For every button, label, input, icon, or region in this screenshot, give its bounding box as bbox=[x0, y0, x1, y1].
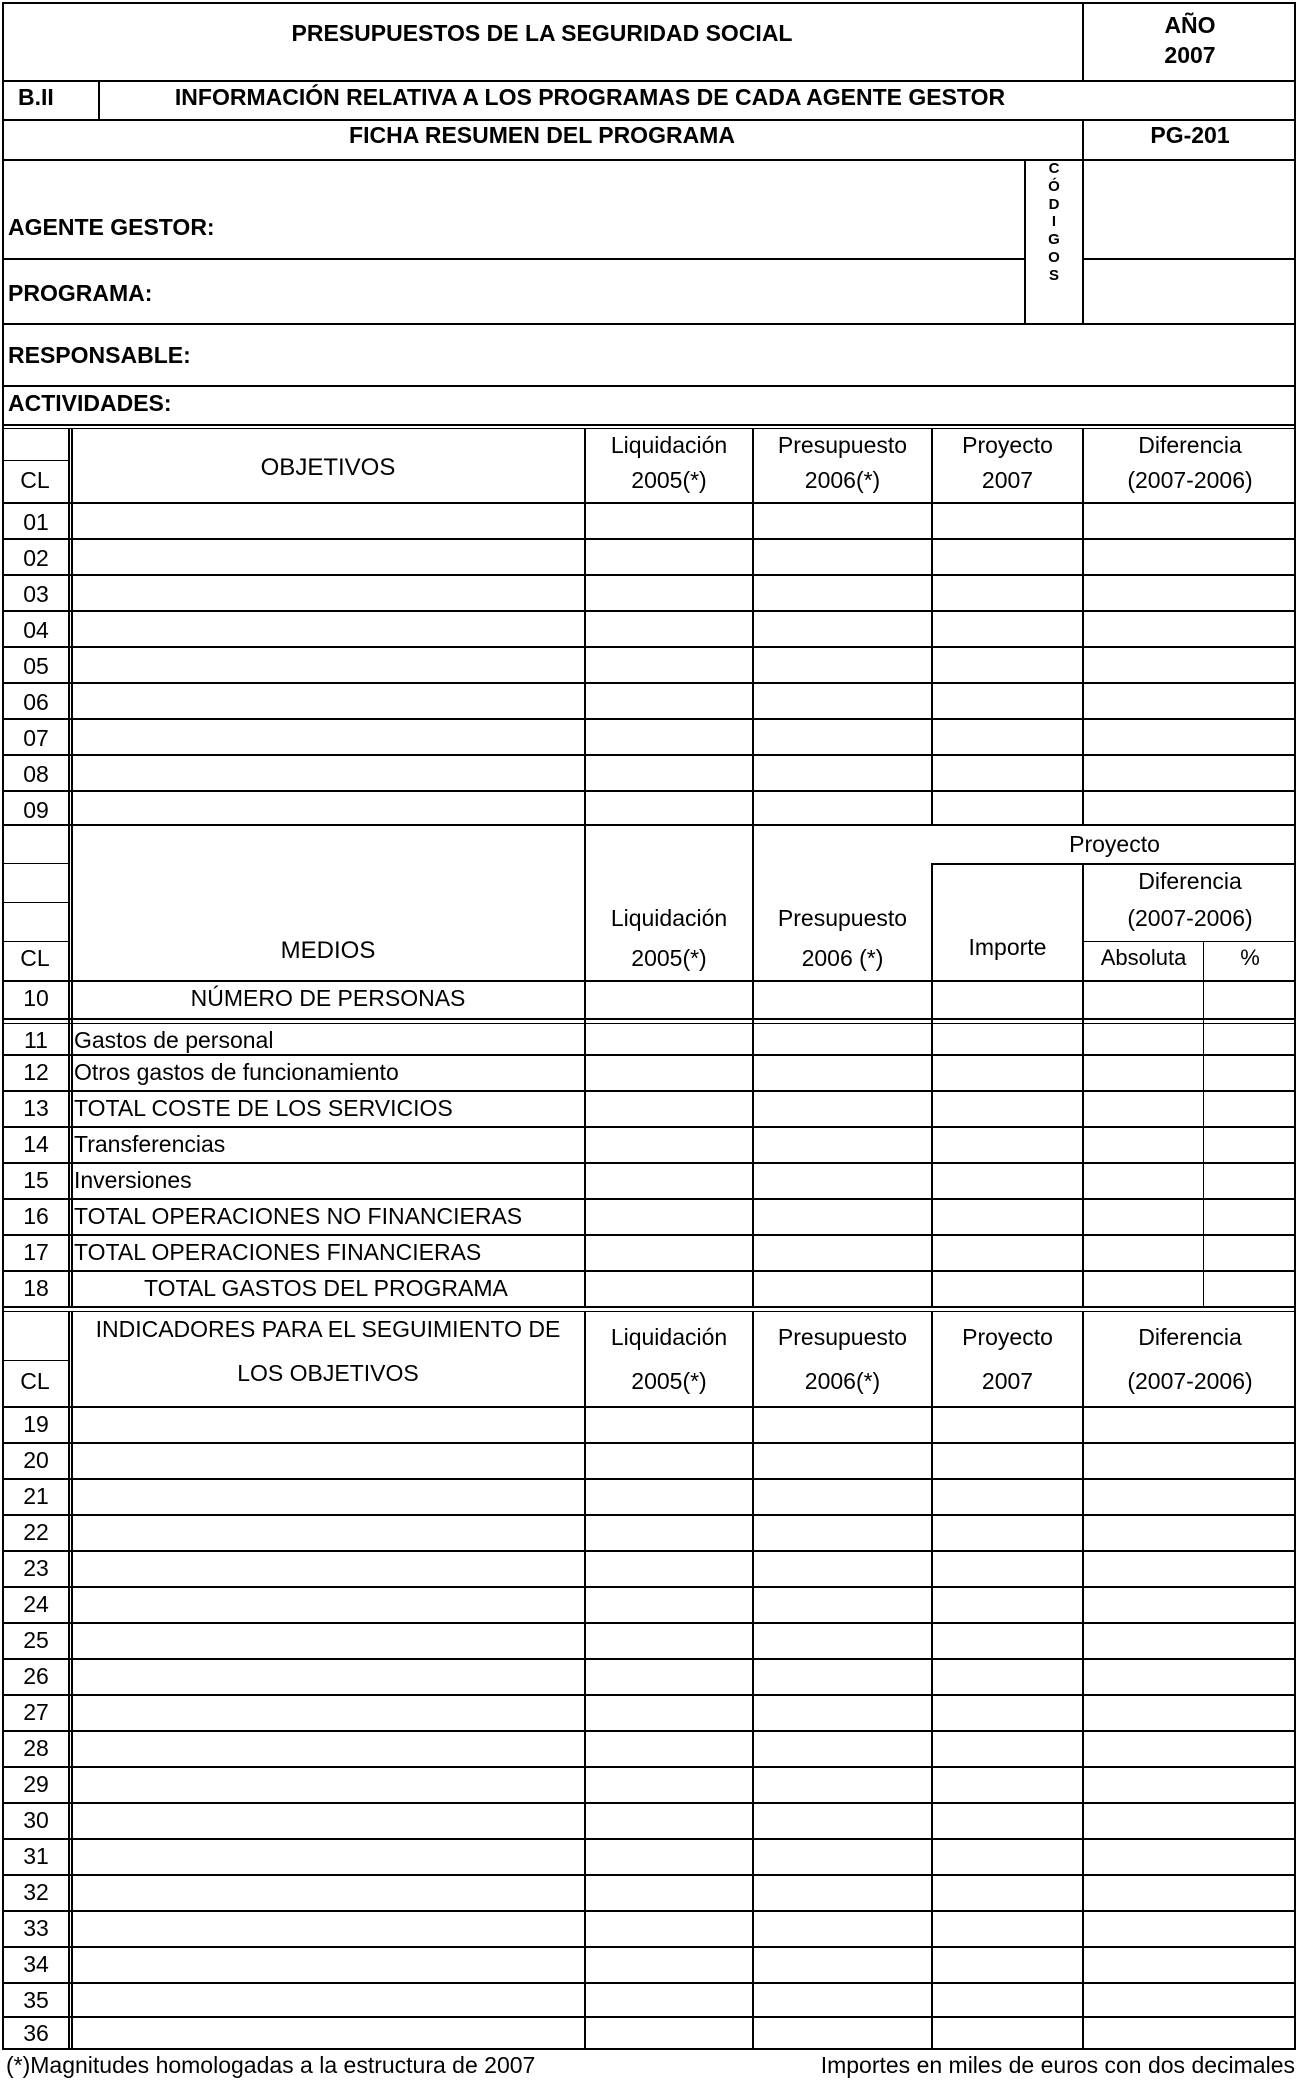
table-row: 06 bbox=[23, 689, 49, 715]
footer-note: (*)Magnitudes homologadas a la estructura de 2007 bbox=[6, 2052, 536, 2078]
form-border bbox=[2, 2, 1296, 2050]
table-row: 11 bbox=[24, 1027, 48, 1053]
year-value: 2007 bbox=[1164, 42, 1216, 68]
indicadores-proy-year: 2007 bbox=[981, 1368, 1034, 1394]
table-row: 25 bbox=[23, 1627, 49, 1653]
indicadores-pres-year: 2006(*) bbox=[804, 1368, 881, 1394]
sheet-code: PG-201 bbox=[1150, 122, 1230, 148]
table-row: 34 bbox=[23, 1951, 49, 1977]
objetivos-dif-range: (2007-2006) bbox=[1127, 467, 1253, 493]
table-row: 03 bbox=[23, 581, 49, 607]
actividades-label: ACTIVIDADES: bbox=[8, 390, 172, 416]
table-row: 22 bbox=[23, 1519, 49, 1545]
table-row: 08 bbox=[23, 761, 49, 787]
row-label: TOTAL OPERACIONES FINANCIERAS bbox=[74, 1239, 482, 1265]
table-row: 05 bbox=[23, 653, 49, 679]
objetivos-cl-header: CL bbox=[20, 467, 50, 493]
table-row: 18 bbox=[23, 1275, 49, 1301]
table-row: 04 bbox=[23, 617, 49, 643]
table-row: 07 bbox=[23, 725, 49, 751]
table-row: 12 bbox=[23, 1059, 49, 1085]
medios-pres-header: Presupuesto bbox=[777, 905, 908, 931]
medios-liq-year: 2005(*) bbox=[631, 945, 707, 971]
table-row: 01 bbox=[23, 509, 49, 535]
objetivos-dif-header: Diferencia bbox=[1138, 432, 1242, 458]
row-label: TOTAL OPERACIONES NO FINANCIERAS bbox=[74, 1203, 523, 1229]
objetivos-liq-header: Liquidación bbox=[610, 432, 728, 458]
row-label: Inversiones bbox=[74, 1167, 192, 1193]
table-row: 17 bbox=[23, 1239, 49, 1265]
indicadores-proy-header: Proyecto bbox=[962, 1324, 1053, 1350]
personas-label: NÚMERO DE PERSONAS bbox=[190, 985, 466, 1011]
objetivos-pres-year: 2006(*) bbox=[804, 467, 881, 493]
medios-pct-header: % bbox=[1240, 945, 1260, 970]
medios-cl-header: CL bbox=[20, 945, 50, 971]
indicadores-header-line1: INDICADORES PARA EL SEGUIMIENTO DE bbox=[95, 1316, 561, 1342]
programa-label: PROGRAMA: bbox=[8, 280, 153, 306]
medios-absoluta-header: Absoluta bbox=[1100, 945, 1187, 970]
table-row: 19 bbox=[23, 1411, 49, 1437]
objetivos-header: OBJETIVOS bbox=[260, 454, 396, 481]
medios-header: MEDIOS bbox=[280, 937, 376, 964]
objetivos-liq-year: 2005(*) bbox=[631, 467, 707, 493]
row-label: TOTAL COSTE DE LOS SERVICIOS bbox=[74, 1095, 453, 1121]
footer-units: Importes en miles de euros con dos decimales bbox=[820, 2052, 1295, 2078]
objetivos-proy-header: Proyecto bbox=[962, 432, 1053, 458]
indicadores-dif-range: (2007-2006) bbox=[1127, 1368, 1253, 1394]
indicadores-pres-header: Presupuesto bbox=[777, 1324, 908, 1350]
objetivos-proy-year: 2007 bbox=[981, 467, 1034, 493]
medios-dif-range: (2007-2006) bbox=[1127, 905, 1253, 931]
medios-pres-year: 2006 (*) bbox=[801, 945, 884, 971]
row-label: Otros gastos de funcionamiento bbox=[74, 1059, 399, 1085]
medios-diferencia-header: Diferencia bbox=[1138, 868, 1242, 894]
sheet-title: FICHA RESUMEN DEL PROGRAMA bbox=[349, 122, 735, 148]
row-label: Transferencias bbox=[74, 1131, 226, 1157]
year-label: AÑO bbox=[1164, 12, 1216, 38]
indicadores-header-line2: LOS OBJETIVOS bbox=[237, 1360, 419, 1386]
indicadores-liq-year: 2005(*) bbox=[631, 1368, 707, 1394]
medios-proyecto-header: Proyecto bbox=[1069, 831, 1160, 857]
indicadores-dif-header: Diferencia bbox=[1138, 1324, 1242, 1350]
page-title: PRESUPUESTOS DE LA SEGURIDAD SOCIAL bbox=[291, 20, 793, 46]
table-row: 31 bbox=[23, 1843, 49, 1869]
table-row: 24 bbox=[23, 1591, 49, 1617]
table-row: 36 bbox=[23, 2020, 49, 2046]
row-label: TOTAL GASTOS DEL PROGRAMA bbox=[144, 1275, 508, 1301]
table-row: 33 bbox=[23, 1915, 49, 1941]
table-row: 28 bbox=[23, 1735, 49, 1761]
codigos-label: C Ó D I G O S bbox=[1048, 160, 1060, 284]
table-row: 16 bbox=[23, 1203, 49, 1229]
table-row: 10 bbox=[23, 985, 49, 1011]
section-code: B.II bbox=[18, 84, 54, 110]
medios-liq-header: Liquidación bbox=[610, 905, 728, 931]
indicadores-cl-header: CL bbox=[20, 1368, 50, 1394]
row-label: Gastos de personal bbox=[74, 1027, 274, 1053]
agente-gestor-label: AGENTE GESTOR: bbox=[8, 214, 215, 240]
table-row: 13 bbox=[23, 1095, 49, 1121]
table-row: 15 bbox=[23, 1167, 49, 1193]
objetivos-pres-header: Presupuesto bbox=[777, 432, 908, 458]
budget-form bbox=[2, 2, 1296, 2050]
table-row: 27 bbox=[23, 1699, 49, 1725]
table-row: 09 bbox=[23, 797, 49, 823]
table-row: 23 bbox=[23, 1555, 49, 1581]
section-title: INFORMACIÓN RELATIVA A LOS PROGRAMAS DE CADA AGENTE GESTOR bbox=[174, 84, 1006, 110]
table-row: 14 bbox=[23, 1131, 49, 1157]
table-row: 35 bbox=[23, 1987, 49, 2013]
table-row: 32 bbox=[23, 1879, 49, 1905]
medios-importe-header: Importe bbox=[968, 934, 1047, 960]
table-row: 20 bbox=[23, 1447, 49, 1473]
table-row: 26 bbox=[23, 1663, 49, 1689]
table-row: 30 bbox=[23, 1807, 49, 1833]
table-row: 29 bbox=[23, 1771, 49, 1797]
table-row: 02 bbox=[23, 545, 49, 571]
responsable-label: RESPONSABLE: bbox=[8, 342, 191, 368]
table-row: 21 bbox=[23, 1483, 49, 1509]
indicadores-liq-header: Liquidación bbox=[610, 1324, 728, 1350]
